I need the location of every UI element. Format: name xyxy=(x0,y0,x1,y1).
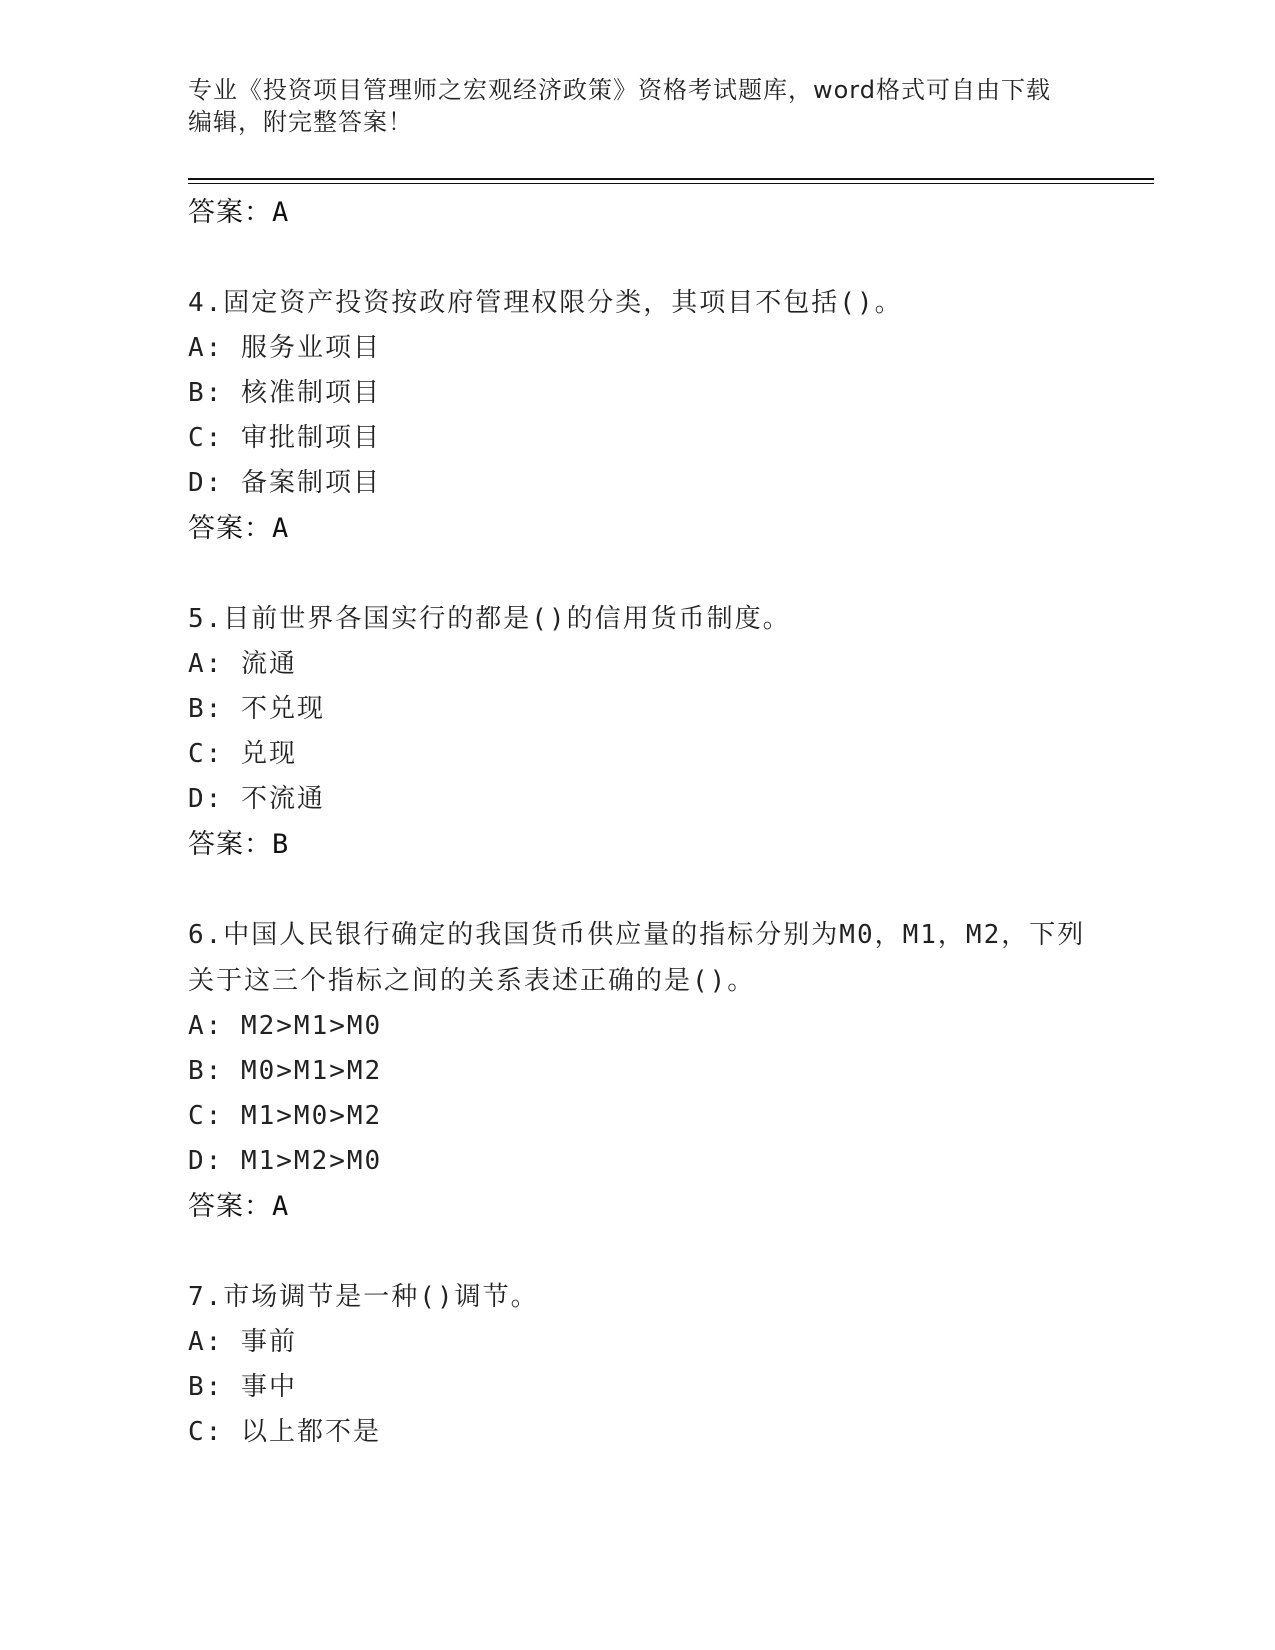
answer-line xyxy=(188,822,1088,868)
question-block xyxy=(188,596,1088,868)
answer-value: A xyxy=(272,513,290,544)
option-c: C: 审批制项目 xyxy=(188,423,381,453)
question-stem: 5.目前世界各国实行的都是()的信用货币制度。 xyxy=(188,604,791,634)
spacer xyxy=(188,1230,1088,1274)
question-block xyxy=(188,912,1088,1230)
question-block xyxy=(188,280,1088,552)
answer-value: A xyxy=(272,1191,290,1222)
option-b: B: 事中 xyxy=(188,1372,297,1402)
option-d: D: 备案制项目 xyxy=(188,468,381,498)
option-d: D: M1>M2>M0 xyxy=(188,1146,383,1176)
option-c: C: 以上都不是 xyxy=(188,1417,381,1447)
option-c: C: 兑现 xyxy=(188,739,297,769)
option-b: B: 不兑现 xyxy=(188,694,325,724)
answer-line xyxy=(188,506,1088,552)
option-a: A: M2>M1>M0 xyxy=(188,1011,383,1041)
option-d: D: 不流通 xyxy=(188,784,325,814)
header-divider-thin xyxy=(188,183,1154,184)
answer-value: B xyxy=(272,829,290,860)
option-a: A: 服务业项目 xyxy=(188,333,381,363)
answer-label: 答案： xyxy=(188,513,272,544)
option-a: A: 流通 xyxy=(188,649,297,679)
answer-label: 答案： xyxy=(188,1191,272,1222)
spacer xyxy=(188,868,1088,912)
question-stem: 4.固定资产投资按政府管理权限分类，其项目不包括()。 xyxy=(188,288,903,318)
question-list xyxy=(188,190,1088,1455)
answer-label: 答案： xyxy=(188,197,272,228)
answer-line xyxy=(188,190,1088,236)
option-b: B: M0>M1>M2 xyxy=(188,1056,383,1086)
option-c: C: M1>M0>M2 xyxy=(188,1101,383,1131)
question-block xyxy=(188,1274,1088,1455)
option-a: A: 事前 xyxy=(188,1327,297,1357)
option-b: B: 核准制项目 xyxy=(188,378,381,408)
answer-value: A xyxy=(272,197,290,228)
spacer xyxy=(188,236,1088,280)
intro-text: 专业《投资项目管理师之宏观经济政策》资格考试题库，word格式可自由下载编辑，附完整答案！ xyxy=(188,76,1051,136)
header-divider-thick xyxy=(188,178,1154,180)
question-stem: 7.市场调节是一种()调节。 xyxy=(188,1282,539,1312)
answer-line xyxy=(188,1184,1088,1230)
answer-label: 答案： xyxy=(188,829,272,860)
spacer xyxy=(188,552,1088,596)
question-stem: 6.中国人民银行确定的我国货币供应量的指标分别为M0，M1，M2，下列关于这三个指标之间的关系表述正确的是()。 xyxy=(188,920,1086,996)
